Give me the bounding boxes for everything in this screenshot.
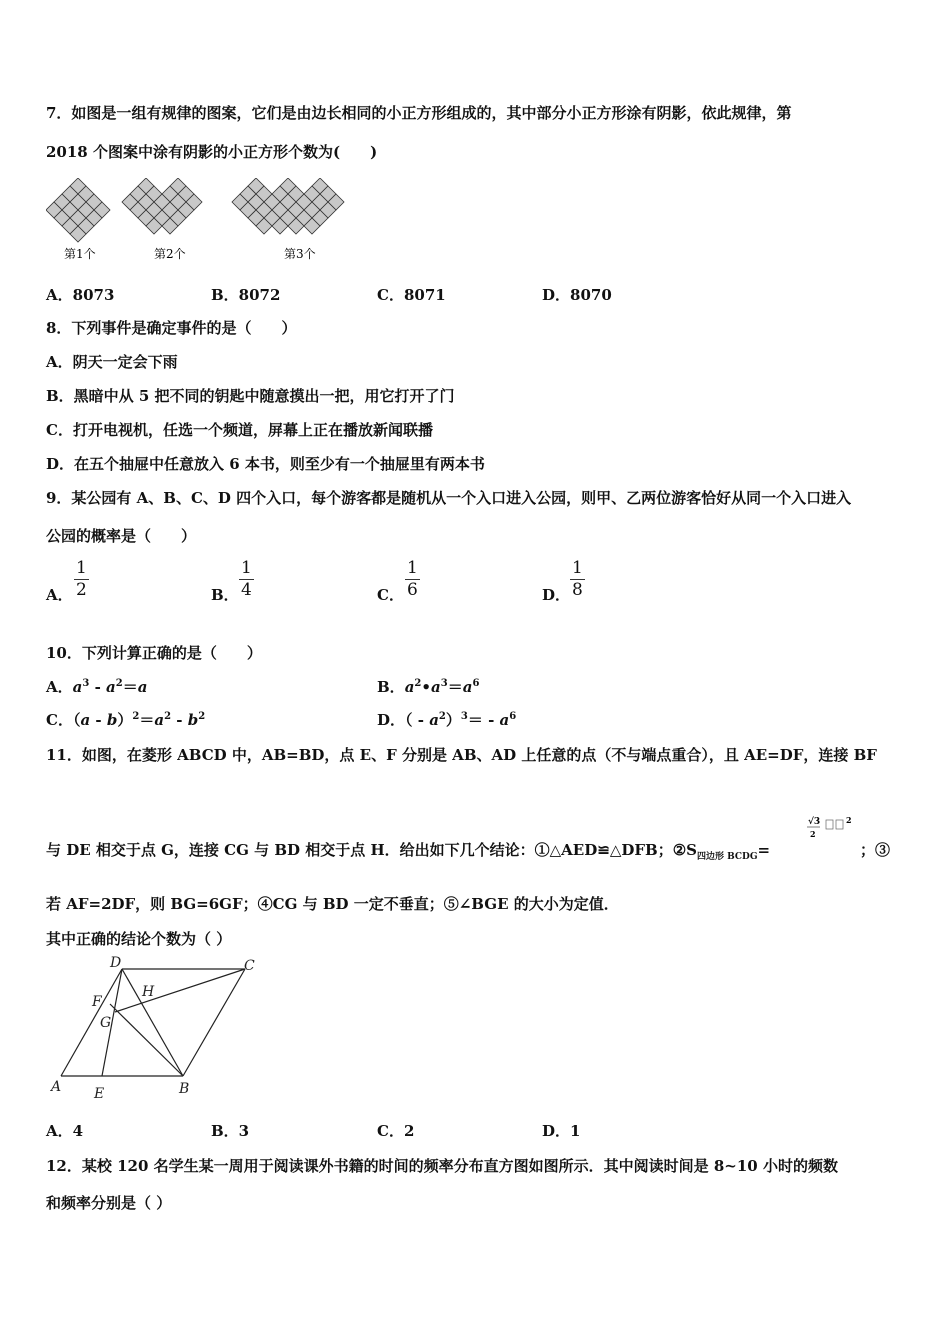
q7-option-a: A．8073 (46, 286, 115, 304)
pattern-caption-1: 第1个 (64, 247, 96, 261)
fraction-numerator: 1 (241, 558, 252, 578)
q7-option-b: B．8072 (211, 286, 281, 304)
label-b: B (179, 1081, 190, 1097)
label-c: C (244, 958, 255, 974)
q8-option-b: B．黑暗中从 5 把不同的钥匙中随意摸出一把，用它打开了门 (46, 387, 455, 405)
q10-option-a: A．$a^3 - a^2=a$ (46, 678, 148, 696)
q11-option-d: D．1 (542, 1122, 581, 1140)
q7-option-d: D．8070 (542, 286, 612, 304)
pattern-caption-2: 第2个 (154, 247, 186, 261)
q11-line3: 若 AF=2DF，则 BG=6GF；④CG 与 BD 一定不垂直；⑤∠BGE 的大小为定值． (46, 895, 619, 913)
q8-option-a: A．阴天一定会下雨 (46, 353, 178, 371)
q9-option-d-fraction (570, 560, 585, 599)
q11-option-b: B．3 (211, 1122, 250, 1140)
q9-line1: 9．某公园有 A、B、C、D 四个入口，每个游客都是随机从一个入口进入公园，则甲、乙两位游客恰好从同一个入口进入 (46, 489, 852, 507)
svg-text:2: 2 (810, 829, 816, 839)
fraction-denominator: 8 (572, 580, 583, 600)
q8-option-d: D．在五个抽屉中任意放入 6 本书，则至少有一个抽屉里有两本书 (46, 455, 485, 473)
fraction-numerator: 1 (572, 558, 583, 578)
q12-line1: 12．某校 120 名学生某一周用于阅读课外书籍的时间的频率分布直方图如图所示．其中阅读时间是 8~10 小时的频数 (46, 1157, 838, 1175)
q8-option-c: C．打开电视机，任选一个频道，屏幕上正在播放新闻联播 (46, 421, 433, 439)
q10-option-c: C．$(a - b)^2=a^2 - b^2$ (46, 711, 206, 729)
q9-line2: 公园的概率是（ ） (46, 527, 197, 545)
q11-broken-formula (804, 814, 864, 846)
fraction-numerator: 1 (407, 558, 418, 578)
pattern-caption-3: 第3个 (284, 247, 316, 261)
q11-line2: 与 DE 相交于点 G，连接 CG 与 BD 相交于点 H．给出如下几个结论：①△AED≌△DFB；$②S_{四边形 BCDG}=$ (46, 841, 771, 862)
q11-line2-end: ；③ (860, 841, 891, 859)
q9-option-b-fraction (239, 560, 254, 599)
q9-option-a-fraction (74, 560, 89, 599)
q7-line2: 2018 个图案中涂有阴影的小正方形个数为( ) (46, 143, 378, 161)
q9-option-c-label: C． (377, 586, 404, 604)
fraction-numerator: 1 (76, 558, 87, 578)
q10-option-b: B．$a^2•a^3=a^6$ (377, 678, 480, 696)
q7-line1: 7．如图是一组有规律的图案，它们是由边长相同的小正方形组成的，其中部分小正方形涂有阴影，依此规律，第 (46, 104, 792, 122)
label-g: G (100, 1015, 112, 1031)
label-h: H (142, 984, 155, 1000)
label-a: A (51, 1079, 62, 1095)
q9-option-d-label: D． (542, 586, 571, 604)
label-d: D (110, 955, 122, 971)
label-e: E (94, 1086, 105, 1102)
fraction-denominator: 6 (407, 580, 418, 600)
fraction-denominator: 2 (76, 580, 87, 600)
svg-text:√3: √3 (808, 817, 821, 827)
svg-text:2: 2 (846, 815, 852, 825)
q11-line4: 其中正确的结论个数为（ ） (46, 930, 232, 948)
pattern-3 (232, 178, 344, 234)
q7-option-c: C．8071 (377, 286, 446, 304)
pattern-1 (46, 178, 110, 242)
q10-option-d: D．（ - $a^2)^3= - a^6$ (377, 711, 517, 729)
q11-line1: 11．如图，在菱形 ABCD 中，AB=BD，点 E、F 分别是 AB、AD 上任意的点（不与端点重合），且 AE=DF，连接 BF (46, 746, 877, 764)
q11-option-c: C．2 (377, 1122, 415, 1140)
q7-pattern-figure (46, 178, 376, 264)
q9-option-b-label: B． (211, 586, 239, 604)
label-f: F (92, 994, 102, 1010)
q10-stem: 10．下列计算正确的是（ ） (46, 644, 262, 662)
q11-rhombus-figure (44, 952, 266, 1104)
q11-option-a: A．4 (46, 1122, 84, 1140)
pattern-2 (122, 178, 202, 234)
q11-area-subscript: 四边形 BCDG (696, 852, 758, 862)
q12-line2: 和频率分别是（ ） (46, 1194, 172, 1212)
q8-stem: 8．下列事件是确定事件的是（ ） (46, 319, 297, 337)
fraction-denominator: 4 (241, 580, 252, 600)
q9-option-c-fraction (405, 560, 420, 599)
q9-option-a-label: A． (46, 586, 73, 604)
